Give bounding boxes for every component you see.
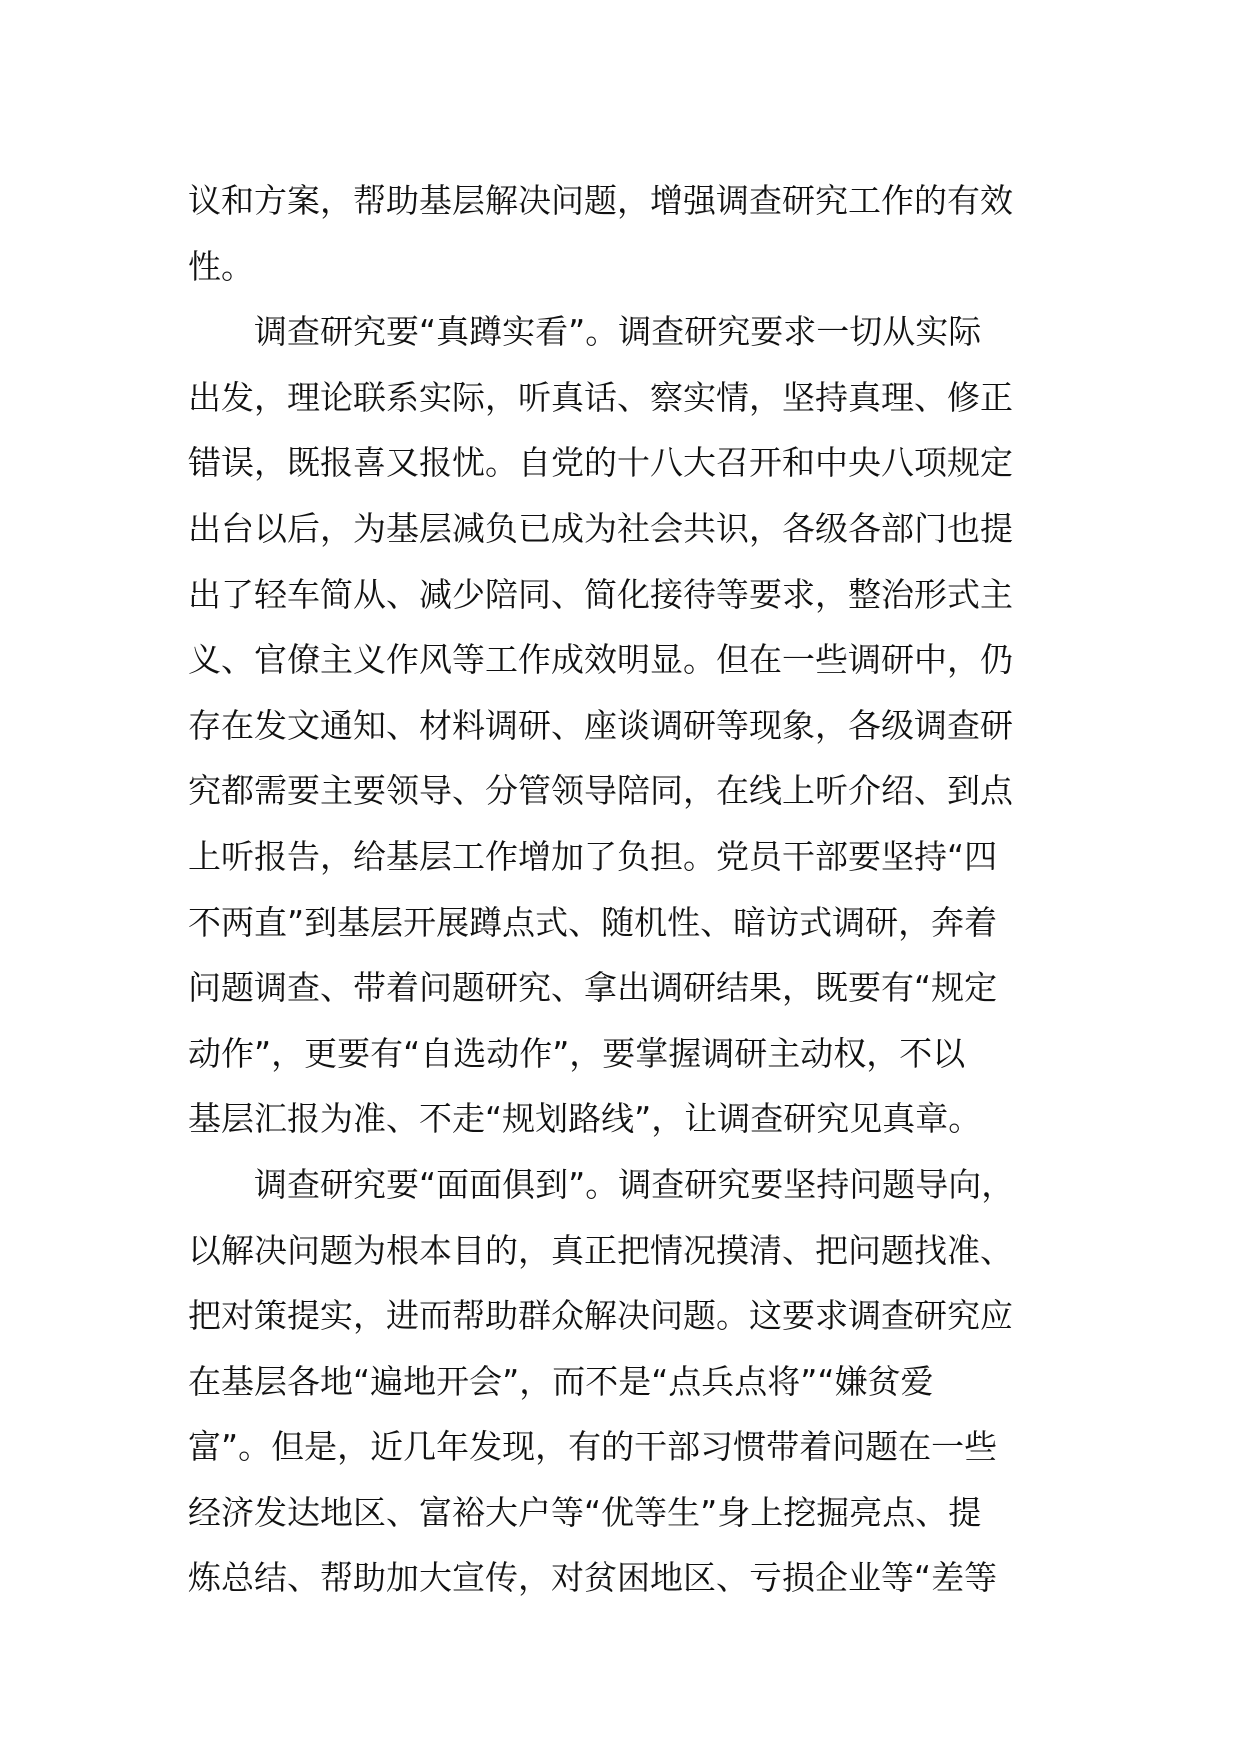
text-line: 存在发文通知、材料调研、座谈调研等现象，各级调查研 xyxy=(188,705,1013,745)
document-body xyxy=(188,168,1068,1611)
text-line: 富”。但是，近几年发现，有的干部习惯带着问题在一些 xyxy=(188,1427,998,1467)
text-line: 炼总结、帮助加大宣传，对贫困地区、亏损企业等“差等 xyxy=(188,1558,998,1598)
text-line: 把对策提实，进而帮助群众解决问题。这要求调查研究应 xyxy=(188,1296,1013,1336)
text-line: 议和方案，帮助基层解决问题，增强调查研究工作的有效 xyxy=(188,181,1013,220)
text-line: 错误，既报喜又报忧。自党的十八大召开和中央八项规定 xyxy=(188,443,1013,483)
text-line: 调查研究要“真蹲实看”。调查研究要求一切从实际 xyxy=(254,312,982,352)
text-line: 出台以后，为基层减负已成为社会共识，各级各部门也提 xyxy=(188,508,1013,548)
text-line: 性。 xyxy=(188,246,254,286)
text-line: 上听报告，给基层工作增加了负担。党员干部要坚持“四 xyxy=(188,836,998,876)
text-line: 究都需要主要领导、分管领导陪同，在线上听介绍、到点 xyxy=(188,771,1013,811)
text-line: 经济发达地区、富裕大户等“优等生”身上挖掘亮点、提 xyxy=(188,1492,982,1532)
text-line: 出了轻车简从、减少陪同、简化接待等要求，整治形式主 xyxy=(188,574,1013,614)
text-line: 动作”，更要有“自选动作”，要掌握调研主动权，不以 xyxy=(188,1033,966,1073)
text-line: 调查研究要“面面俱到”。调查研究要坚持问题导向， xyxy=(254,1164,1015,1204)
text-line: 问题调查、带着问题研究、拿出调研结果，既要有“规定 xyxy=(188,968,998,1008)
paragraph-1 xyxy=(188,168,1068,299)
paragraph-3 xyxy=(188,1152,1068,1611)
text-line: 基层汇报为准、不走“规划路线”，让调查研究见真章。 xyxy=(188,1099,982,1139)
text-line: 出发，理论联系实际，听真话、察实情，坚持真理、修正 xyxy=(188,377,1013,417)
paragraph-2 xyxy=(188,299,1068,1152)
text-line: 以解决问题为根本目的，真正把情况摸清、把问题找准、 xyxy=(188,1230,1013,1270)
text-line: 义、官僚主义作风等工作成效明显。但在一些调研中，仍 xyxy=(188,640,1013,680)
text-line: 在基层各地“遍地开会”，而不是“点兵点将”“嫌贫爱 xyxy=(188,1361,934,1401)
text-line: 不两直”到基层开展蹲点式、随机性、暗访式调研，奔着 xyxy=(188,902,998,942)
